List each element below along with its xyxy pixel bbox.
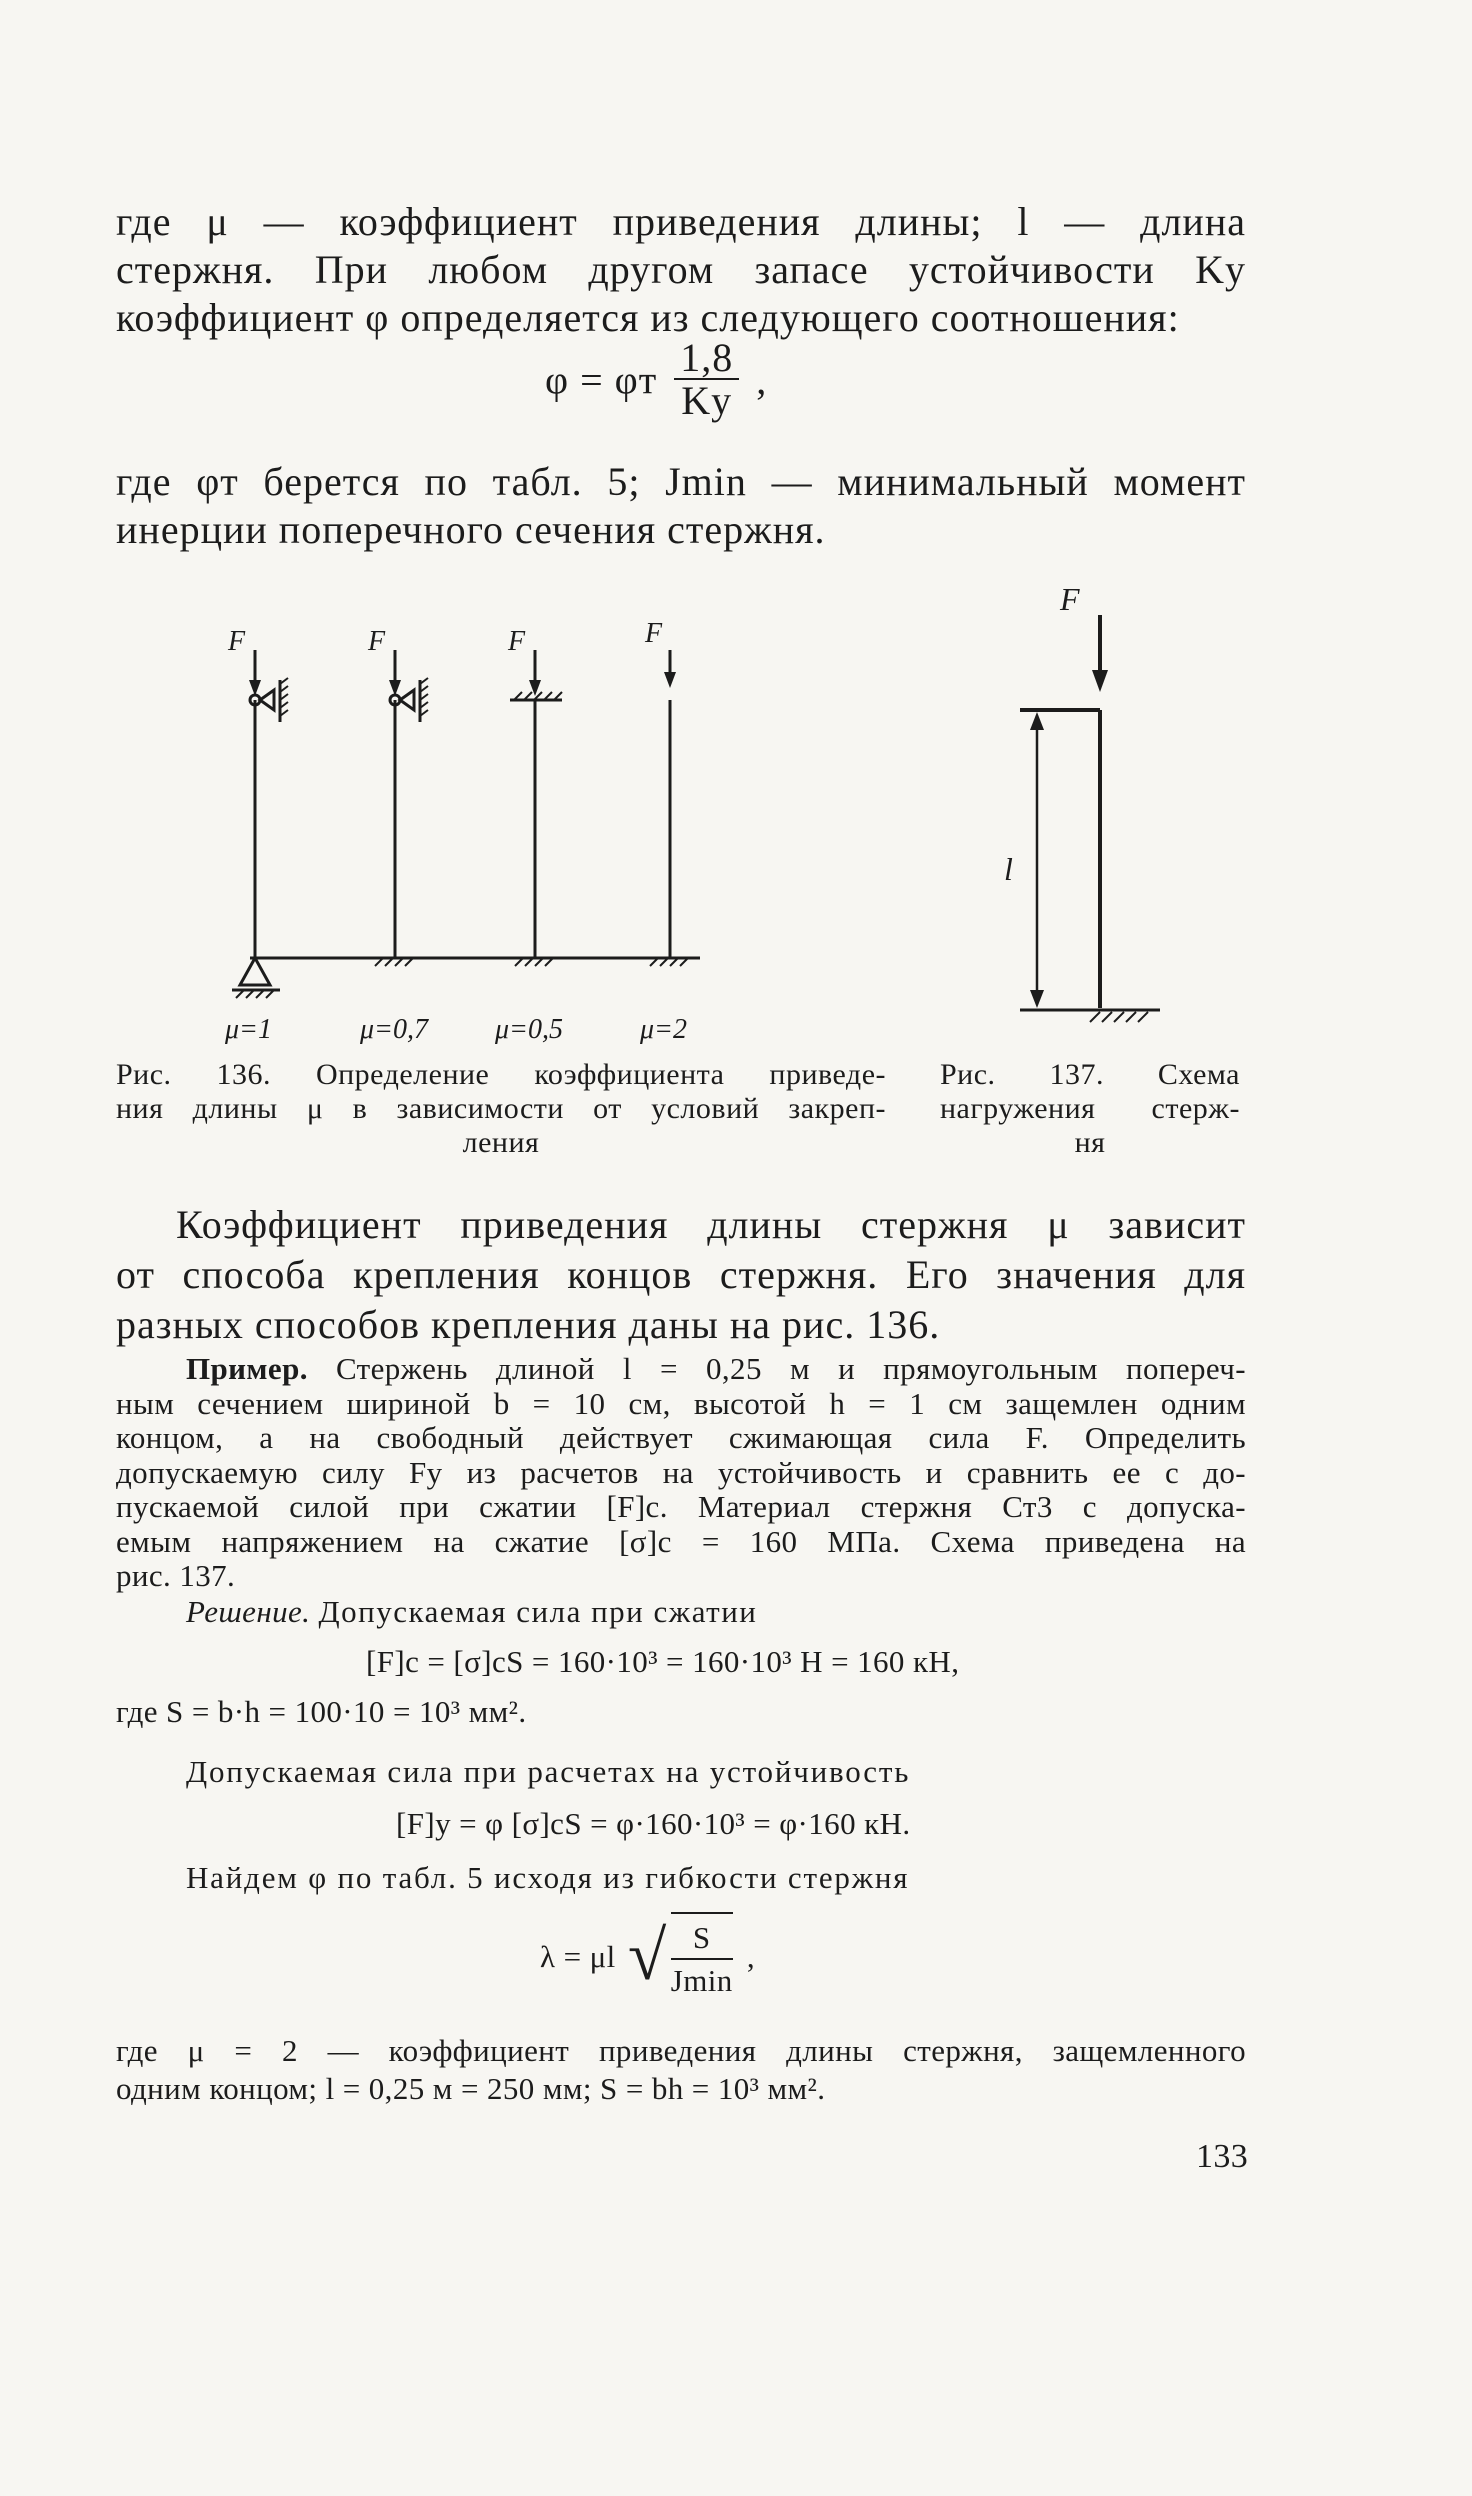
formula-phi-fraction bbox=[674, 335, 739, 423]
solution-where-2-line-2: одним концом; l = 0,25 м = 250 мм; S = bh = 10³ мм². bbox=[116, 2071, 826, 2106]
formula-phi bbox=[545, 335, 768, 423]
example-line-2: ным сечением шириной b = 10 см, высотой h = 1 см защемлен одним bbox=[116, 1385, 1246, 1421]
fig136-force-label-2: F bbox=[368, 626, 386, 657]
example-line-6: емым напряжением на сжатие [σ]с = 160 МПа. Схема приведена на bbox=[116, 1523, 1246, 1559]
fig137-caption-line-1: Рис. 137. Схема bbox=[940, 1058, 1240, 1091]
fig136-caption bbox=[116, 1058, 886, 1160]
formula-lambda bbox=[540, 1912, 755, 2002]
formula-lambda-fraction bbox=[671, 1912, 733, 2002]
fig137-force-label: F bbox=[1060, 581, 1080, 617]
intro-line-3: коэффициент φ определяется из следующего соотношения: bbox=[116, 295, 1180, 340]
intro-paragraph bbox=[116, 198, 1246, 342]
formula-phi-tail: , bbox=[756, 357, 768, 403]
intro-line-1: где μ — коэффициент приведения длины; l — длина bbox=[116, 199, 1246, 244]
fig137-caption bbox=[940, 1058, 1240, 1160]
after-phi-line-2: инерции поперечного сечения стержня. bbox=[116, 507, 826, 552]
fig136-caption-line-1: Рис. 136. Определение коэффициента приведе- bbox=[116, 1058, 886, 1091]
figure-136-diagram bbox=[200, 600, 760, 1060]
example-line-1: Стержень длиной l = 0,25 м и прямоугольным попереч- bbox=[336, 1351, 1246, 1386]
fig136-mu-label-4: μ=2 bbox=[640, 1014, 687, 1045]
example-line-3: концом, а на свободный действует сжимающая сила F. Определить bbox=[116, 1420, 1246, 1455]
solution-text-2: Допускаемая сила при расчетах на устойчивость bbox=[186, 1754, 911, 1789]
fig136-force-label-1: F bbox=[228, 626, 246, 657]
solution-text-3: Найдем φ по табл. 5 исходя из гибкости стержня bbox=[186, 1860, 910, 1895]
fig137-caption-line-3: ня bbox=[1074, 1126, 1106, 1159]
solution-intro bbox=[186, 1594, 757, 1630]
after-phi-paragraph bbox=[116, 458, 1246, 554]
solution-eq-1: [F]с = [σ]сS = 160·10³ = 160·10³ Н = 160 кН, bbox=[366, 1644, 960, 1679]
formula-lambda-tail: , bbox=[746, 1939, 755, 1974]
example-label: Пример. bbox=[186, 1351, 308, 1386]
fig136-mu-label-1: μ=1 bbox=[225, 1014, 272, 1045]
fig136-force-label-3: F bbox=[508, 626, 526, 657]
fig137-length-label: l bbox=[1004, 851, 1013, 887]
solution-where-1: где S = b·h = 100·10 = 10³ мм². bbox=[116, 1694, 527, 1729]
after-phi-line-1: где φт берется по табл. 5; Jmin — минимальный момент bbox=[116, 459, 1246, 504]
solution-where-2 bbox=[116, 2032, 1246, 2108]
solution-where-2-line-1: где μ = 2 — коэффициент приведения длины стержня, защемленного bbox=[116, 2033, 1246, 2068]
formula-phi-lhs: φ = φт bbox=[545, 357, 658, 403]
mu-paragraph-line-1: Коэффициент приведения длины стержня μ зависит bbox=[176, 1202, 1246, 1247]
formula-lambda-lhs: λ = μl bbox=[540, 1939, 616, 1974]
intro-line-2: стержня. При любом другом запасе устойчивости Kу bbox=[116, 247, 1246, 292]
fig136-mu-label-2: μ=0,7 bbox=[360, 1014, 428, 1045]
fig136-caption-line-2: ния длины μ в зависимости от условий закреп- bbox=[116, 1092, 886, 1125]
example-line-7: рис. 137. bbox=[116, 1558, 236, 1593]
example-line-4: допускаемую силу Fу из расчетов на устойчивость и сравнить ее с до- bbox=[116, 1454, 1246, 1490]
fig137-caption-line-2: нагружения стерж- bbox=[940, 1092, 1240, 1125]
solution-text-1: Допускаемая сила при сжатии bbox=[318, 1594, 758, 1629]
figure-137-diagram bbox=[1000, 580, 1240, 1040]
sqrt-sign: √ bbox=[627, 1918, 667, 1995]
example-line-5: пускаемой силой при сжатии [F]с. Материал стержня Ст3 с допуска- bbox=[116, 1489, 1246, 1524]
formula-phi-numerator: 1,8 bbox=[674, 338, 739, 380]
mu-paragraph bbox=[116, 1200, 1246, 1350]
mu-paragraph-line-3: разных способов крепления даны на рис. 136. bbox=[116, 1302, 941, 1347]
solution-label: Решение. bbox=[186, 1594, 311, 1629]
solution-eq-2: [F]у = φ [σ]сS = φ·160·10³ = φ·160 кН. bbox=[396, 1806, 911, 1841]
fig136-caption-line-3: ления bbox=[462, 1126, 540, 1159]
fig136-force-label-4: F bbox=[645, 618, 663, 649]
formula-lambda-numerator: S bbox=[671, 1918, 733, 1960]
mu-paragraph-line-2: от способа крепления концов стержня. Его значения для bbox=[116, 1252, 1246, 1297]
formula-phi-denominator: Kу bbox=[681, 378, 733, 423]
fig136-mu-label-3: μ=0,5 bbox=[495, 1014, 563, 1045]
formula-lambda-denominator: Jmin bbox=[670, 1963, 733, 1998]
page-number: 133 bbox=[1196, 2138, 1249, 2175]
example-paragraph bbox=[116, 1352, 1246, 1594]
